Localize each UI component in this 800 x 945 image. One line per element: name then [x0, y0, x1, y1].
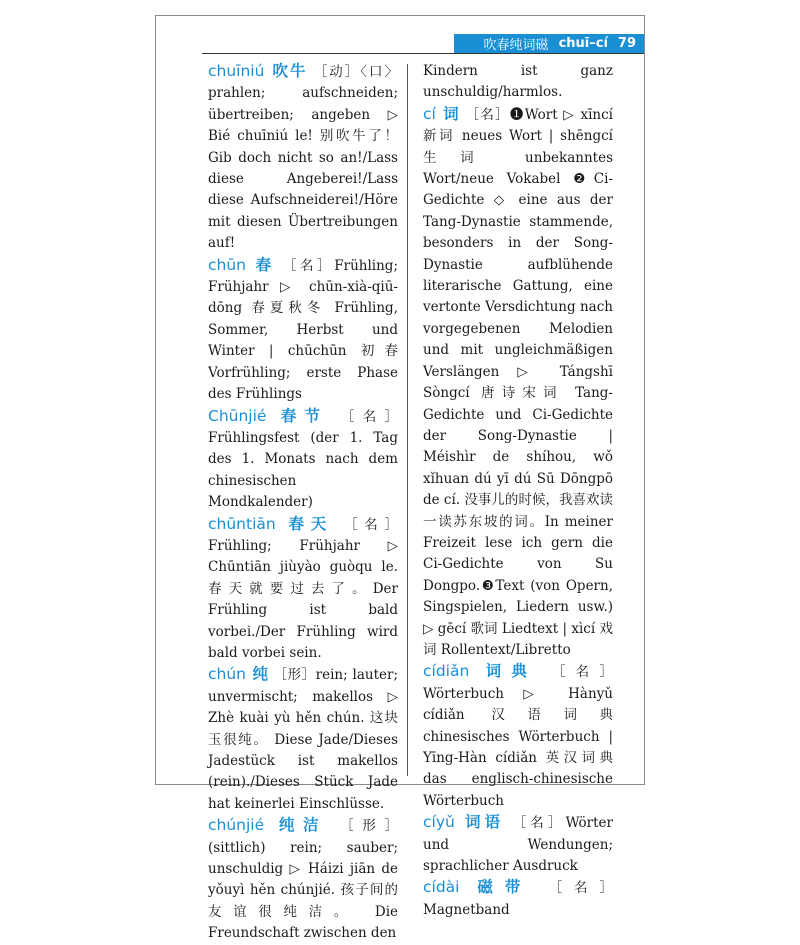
running-header — [156, 16, 644, 54]
dictionary-entry — [208, 61, 398, 255]
headword-han: 春 — [252, 255, 275, 274]
dictionary-entry — [208, 255, 398, 406]
headword-han: 春节 — [272, 406, 329, 425]
entry-definition: ［名］Frühlingsfest (der 1. Tag des 1. Monats nach dem chinesischen Mondkalender) — [208, 408, 398, 511]
entry-definition: ［名］❶Wort ▷ xīncí 新词 neues Wort | shēngcí 生词 unbekanntes Wort/neue Vokabel ❷Ci-Gedichte ◇ eine aus der Tang-Dynastie stammende, besonders in der Song-Dynastie aufblühende literarische Gattung, eine vertonte Versdichtung nach vorgegebenen Melodien und mit ungleichmäßigen Verslängen ▷ Tángshī Sòngcí 唐诗宋词 Tang-Gedichte und Ci-Gedichte der Song-Dynastie | Méishìr de shíhou, wǒ xǐhuan dú yī dú Sū Dōngpō de cí. 没事儿的时候，我喜欢读一读苏东坡的词。In meiner Freizeit lese ich gern die Ci-Gedichte von Su Dongpo.❸Text (von Opern, Singspielen, Liedern usw.) ▷ gēcí 歌词 Liedtext | xìcí 戏词 Rollentext/Libretto — [423, 106, 613, 658]
dictionary-entry — [208, 815, 398, 944]
headword-han: 春天 — [281, 514, 333, 533]
entry-definition: ［名］Wörterbuch ▷ Hànyǔ cídiǎn 汉语词典 chinesisches Wörterbuch | Yīng-Hàn cídiǎn 英汉词典 das englisch-chinesische Wörterbuch — [423, 664, 613, 809]
headword-pinyin: cídài — [423, 878, 460, 897]
headword-pinyin: chuīniú — [208, 62, 265, 80]
headword-pinyin: Chūnjié — [208, 406, 267, 425]
entry-continuation — [423, 61, 613, 104]
entry-definition: ［动］〈口〉prahlen; aufschneiden; übertreiben; angeben ▷ Bié chuīniú le! 别吹牛了！ Gib doch nicht so an!/Lass diese Angeberei!/Lass diese Aufschneiderei!/Höre mit diesen Übertreibungen auf! — [208, 64, 398, 252]
header-range-han: 吹春纯词磁 — [483, 38, 549, 53]
entry-definition: ［形］(sittlich) rein; sauber; unschuldig ▷ Háizi jiān de yǒuyì hěn chúnjié. 孩子间的友谊很纯洁。 Die Freundschaft zwischen den — [208, 818, 398, 942]
headword-han: 吹牛 — [270, 62, 308, 80]
header-band — [454, 34, 644, 53]
headword-han: 词 — [441, 104, 460, 123]
headword-pinyin: cí — [423, 104, 436, 123]
entry-definition: ［名］Wörter und Wendungen; sprachlicher Ausdruck — [423, 815, 613, 875]
left-column — [208, 61, 398, 945]
headword-han: 纯洁 — [270, 816, 328, 835]
column-divider — [407, 64, 408, 776]
entry-definition: ［名］Magnetband — [423, 880, 613, 918]
dictionary-entry — [208, 514, 398, 665]
headword-han: 磁带 — [465, 878, 533, 897]
headword-han: 词语 — [460, 813, 505, 832]
header-rule — [202, 53, 644, 54]
entry-definition: ［名］Frühling; Frühjahr ▷ Chūntiān jiùyào guòqu le. 春天就要过去了。Der Frühling ist bald vorbei./Der Frühling wird bald vorbei sein. — [208, 516, 398, 661]
headword-pinyin: chún — [208, 665, 246, 684]
header-range-pinyin: chuī–cí — [558, 36, 608, 51]
dictionary-entry — [423, 661, 613, 812]
headword-pinyin: chūn — [208, 255, 246, 274]
headword-pinyin: cíyǔ — [423, 813, 455, 832]
dictionary-page — [155, 15, 645, 942]
entry-definition: ［形］rein; lauter; unvermischt; makellos ▷ Zhè kuài yù hěn chún. 这块玉很纯。 Diese Jade/Dieses Jadestück ist makellos (rein)./Dieses Stück Jade hat keinerlei Einschlüsse. — [208, 667, 398, 812]
right-column — [423, 61, 613, 921]
headword-pinyin: chūntiān — [208, 514, 276, 533]
dictionary-entry — [423, 104, 613, 662]
dictionary-entry — [208, 664, 398, 815]
dictionary-entry — [423, 812, 613, 877]
headword-pinyin: cídiǎn — [423, 662, 470, 681]
headword-pinyin: chúnjié — [208, 816, 265, 835]
continuation-text: Kindern ist ganz unschuldig/harmlos. — [423, 63, 613, 101]
headword-han: 纯 — [252, 665, 269, 684]
entry-definition: ［名］Frühling; Frühjahr ▷ chūn-xià-qiū-dōng 春夏秋冬 Frühling, Sommer, Herbst und Winter | chūchūn 初春 Vorfrühling; erste Phase des Frühlings — [208, 257, 398, 403]
dictionary-entry — [423, 877, 613, 921]
headword-han: 词典 — [475, 662, 538, 681]
dictionary-entry — [208, 406, 398, 514]
page-number: 79 — [617, 36, 636, 51]
